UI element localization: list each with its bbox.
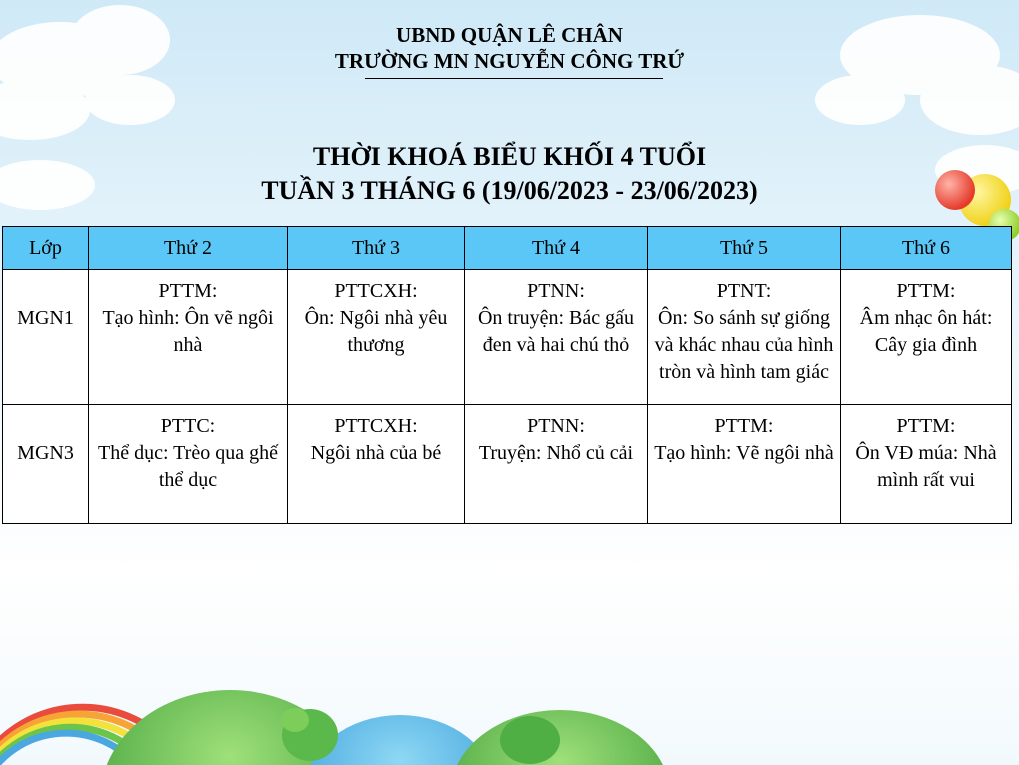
schedule-cell bbox=[841, 405, 1012, 524]
title-line-1: THỜI KHOÁ BIỂU KHỐI 4 TUỔI bbox=[312, 142, 707, 171]
schedule-cell bbox=[648, 270, 841, 405]
cell-area: PTTM: bbox=[896, 415, 956, 437]
title-line-2: TUẦN 3 THÁNG 6 (19/06/2023 - 23/06/2023) bbox=[261, 176, 758, 205]
schedule-cell bbox=[465, 270, 648, 405]
cell-activity: Thể dục: Trèo qua ghế thể dục bbox=[98, 442, 278, 491]
cell-activity: Tạo hình: Ôn vẽ ngôi nhà bbox=[102, 307, 274, 356]
cell-area: PTNN: bbox=[527, 415, 585, 437]
cell-area: PTTM: bbox=[896, 280, 956, 302]
schedule-cell bbox=[89, 270, 288, 405]
document-title bbox=[0, 140, 1019, 208]
cell-activity: Âm nhạc ôn hát: Cây gia đình bbox=[859, 307, 993, 356]
header-friday: Thứ 6 bbox=[841, 227, 1012, 270]
class-cell: MGN3 bbox=[3, 405, 89, 524]
header-wednesday: Thứ 4 bbox=[465, 227, 648, 270]
cell-area: PTTM: bbox=[714, 415, 774, 437]
header-tuesday: Thứ 3 bbox=[288, 227, 465, 270]
header-monday: Thứ 2 bbox=[89, 227, 288, 270]
cell-activity: Ôn VĐ múa: Nhà mình rất vui bbox=[855, 442, 997, 491]
cell-area: PTTCXH: bbox=[334, 280, 418, 302]
header-underline bbox=[365, 78, 663, 79]
cell-area: PTNT: bbox=[716, 280, 772, 302]
org-name-school: TRƯỜNG MN NGUYỄN CÔNG TRỨ bbox=[334, 49, 685, 73]
schedule-cell bbox=[89, 405, 288, 524]
org-name-district: UBND QUẬN LÊ CHÂN bbox=[396, 23, 623, 47]
cell-activity: Tạo hình: Vẽ ngôi nhà bbox=[654, 442, 834, 464]
cell-area: PTTM: bbox=[158, 280, 218, 302]
timetable-header-row bbox=[3, 227, 1012, 270]
schedule-cell bbox=[288, 405, 465, 524]
cell-activity: Ôn truyện: Bác gấu đen và hai chú thỏ bbox=[477, 307, 635, 356]
schedule-cell bbox=[465, 405, 648, 524]
cell-activity: Truyện: Nhổ củ cải bbox=[478, 442, 634, 464]
header-class: Lớp bbox=[3, 227, 89, 270]
cell-area: PTTC: bbox=[160, 415, 216, 437]
cell-area: PTNN: bbox=[527, 280, 585, 302]
cell-area: PTTCXH: bbox=[334, 415, 418, 437]
schedule-cell bbox=[288, 270, 465, 405]
cell-activity: Ngôi nhà của bé bbox=[310, 442, 442, 464]
timetable bbox=[2, 226, 1012, 524]
schedule-cell bbox=[648, 405, 841, 524]
school-header bbox=[0, 22, 1019, 79]
cell-activity: Ôn: So sánh sự giống và khác nhau của hình tròn và hình tam giác bbox=[654, 307, 834, 383]
schedule-cell bbox=[841, 270, 1012, 405]
class-cell: MGN1 bbox=[3, 270, 89, 405]
table-row bbox=[3, 270, 1012, 405]
table-row bbox=[3, 405, 1012, 524]
header-thursday: Thứ 5 bbox=[648, 227, 841, 270]
cell-activity: Ôn: Ngôi nhà yêu thương bbox=[304, 307, 448, 356]
